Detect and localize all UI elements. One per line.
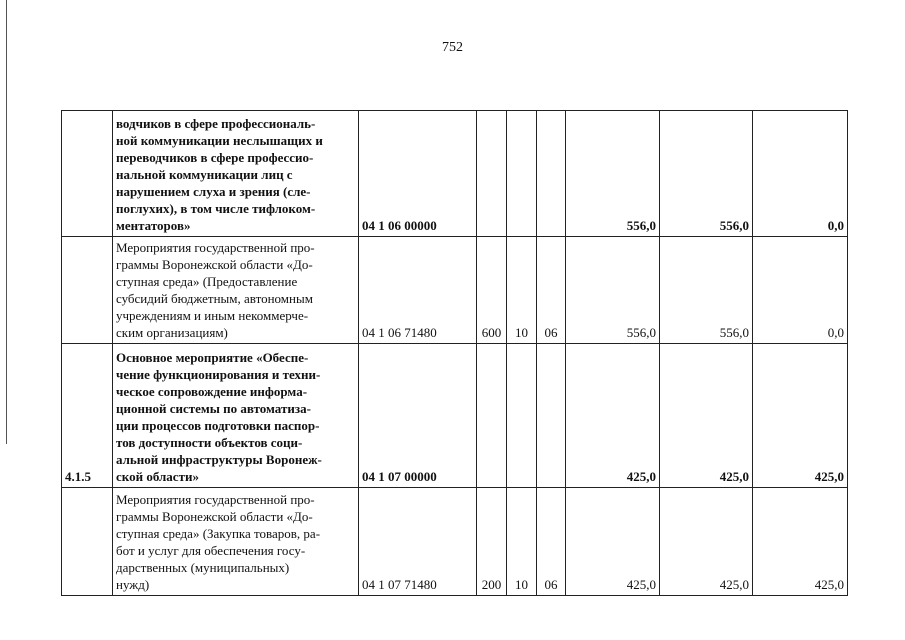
row-value-1-cell: 425,0 xyxy=(566,344,660,488)
row-name-text: Основное мероприятие «Обеспе- чение функционирования и техни- ческое сопровождение информа- ционной системы по автоматиза- ции процессов подготовки паспор- тов доступности объектов соци- альной инфраструктуры Воронеж- ской области» xyxy=(116,350,322,484)
row-name-text: Мероприятия государственной про- граммы Воронежской области «До- ступная среда» (Закупка товаров, ра- бот и услуг для обеспечения госу- дарственных (муниципальных) нужд) xyxy=(116,492,321,592)
row-name-cell xyxy=(113,111,359,237)
row-value-2-cell: 556,0 xyxy=(660,237,753,344)
row-code-cell: 04 1 06 00000 xyxy=(359,111,477,237)
row-value-1-cell: 556,0 xyxy=(566,237,660,344)
row-value-2-cell: 556,0 xyxy=(660,111,753,237)
row-pr-cell xyxy=(537,111,566,237)
row-name-cell xyxy=(113,237,359,344)
row-number-cell: 4.1.5 xyxy=(62,344,113,488)
table-row xyxy=(62,488,848,596)
table-row xyxy=(62,237,848,344)
row-rz-cell: 10 xyxy=(507,237,537,344)
row-name-cell xyxy=(113,488,359,596)
row-vr-cell: 600 xyxy=(477,237,507,344)
row-rz-cell xyxy=(507,111,537,237)
page-number: 752 xyxy=(442,40,463,55)
row-number-cell xyxy=(62,488,113,596)
row-value-3-cell: 425,0 xyxy=(753,344,848,488)
row-rz-cell xyxy=(507,344,537,488)
row-value-2-cell: 425,0 xyxy=(660,488,753,596)
row-pr-cell: 06 xyxy=(537,488,566,596)
row-value-1-cell: 556,0 xyxy=(566,111,660,237)
row-code-cell: 04 1 07 71480 xyxy=(359,488,477,596)
budget-table xyxy=(61,110,848,596)
row-vr-cell xyxy=(477,344,507,488)
row-code-cell: 04 1 06 71480 xyxy=(359,237,477,344)
page-edge-line xyxy=(6,0,7,444)
row-value-3-cell: 0,0 xyxy=(753,237,848,344)
row-value-2-cell: 425,0 xyxy=(660,344,753,488)
row-value-3-cell: 425,0 xyxy=(753,488,848,596)
row-number-cell xyxy=(62,237,113,344)
row-code-cell: 04 1 07 00000 xyxy=(359,344,477,488)
row-pr-cell: 06 xyxy=(537,237,566,344)
row-vr-cell xyxy=(477,111,507,237)
table-row xyxy=(62,344,848,488)
row-pr-cell xyxy=(537,344,566,488)
row-name-cell xyxy=(113,344,359,488)
row-value-3-cell: 0,0 xyxy=(753,111,848,237)
row-name-text: Мероприятия государственной про- граммы Воронежской области «До- ступная среда» (Предоставление субсидий бюджетным, автономным учреждениям и иным некоммерче- ским организациям) xyxy=(116,240,315,340)
row-name-text: водчиков в сфере профессиональ- ной коммуникации неслышащих и переводчиков в сфере профессио- нальной коммуникации лиц с нарушением слуха и зрения (сле- поглухих), в том числе тифлоком- ментаторов» xyxy=(116,116,323,233)
table-row xyxy=(62,111,848,237)
row-value-1-cell: 425,0 xyxy=(566,488,660,596)
row-rz-cell: 10 xyxy=(507,488,537,596)
row-number-cell xyxy=(62,111,113,237)
row-vr-cell: 200 xyxy=(477,488,507,596)
